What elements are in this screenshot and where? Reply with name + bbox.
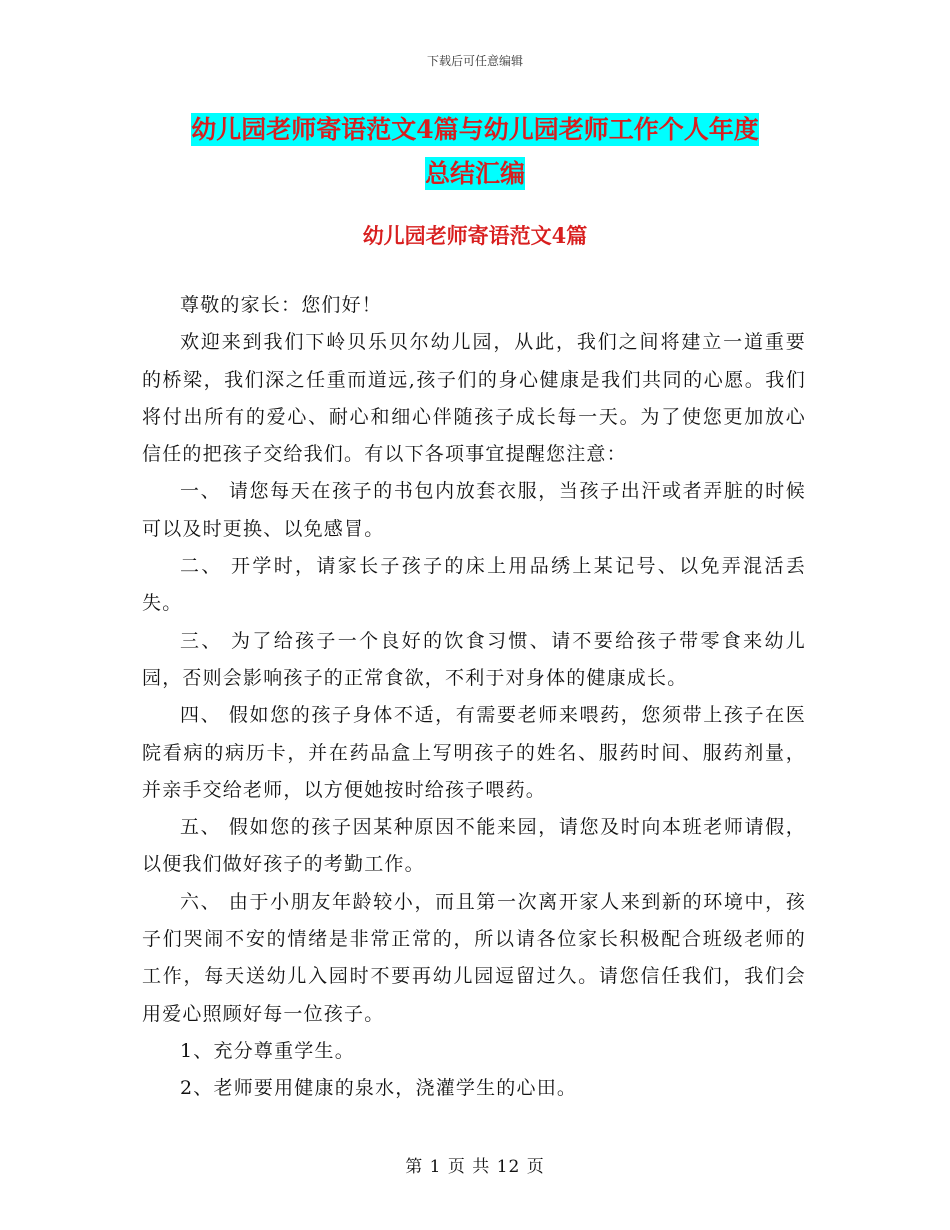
title-line-1: 幼儿园老师寄语范文4篇与幼儿园老师工作个人年度 — [191, 115, 759, 144]
header-note: 下载后可任意编辑 — [426, 54, 523, 68]
paragraph-item-2: 二、 开学时，请家长子孩子的床上用品绣上某记号、以免弄混活丢失。 — [142, 555, 806, 615]
paragraph-item-3: 三、 为了给孩子一个良好的饮食习惯、请不要给孩子带零食来幼儿园，否则会影响孩子的正常食欲，不利于对身体的健康成长。 — [142, 629, 806, 689]
paragraph-tip-2: 2、老师要用健康的泉水，浇灌学生的心田。 — [180, 1077, 578, 1100]
document-title — [140, 108, 810, 196]
paragraph-item-4: 四、 假如您的孩子身体不适，有需要老师来喂药，您须带上孩子在医院看病的病历卡，并在药品盒上写明孩子的姓名、服药时间、服药剂量，并亲手交给老师，以方便她按时给孩子喂药。 — [142, 704, 806, 801]
title-line-2: 总结汇编 — [424, 159, 525, 188]
document-body — [142, 287, 806, 1108]
paragraph-intro: 欢迎来到我们下岭贝乐贝尔幼儿园，从此，我们之间将建立一道重要的桥梁，我们深之任重而道远,孩子们的身心健康是我们共同的心愿。我们将付出所有的爱心、耐心和细心伴随孩子成长每一天。为了使您更加放心信任的把孩子交给我们。有以下各项事宜提醒您注意： — [142, 331, 806, 466]
paragraph-tip-1: 1、充分尊重学生。 — [180, 1039, 355, 1062]
paragraph-item-1: 一、 请您每天在孩子的书包内放套衣服，当孩子出汗或者弄脏的时候可以及时更换、以免感冒。 — [142, 480, 806, 540]
paragraph-item-5: 五、 假如您的孩子因某种原因不能来园，请您及时向本班老师请假，以便我们做好孩子的考勤工作。 — [142, 816, 806, 876]
section-title: 幼儿园老师寄语范文4篇 — [362, 223, 588, 248]
paragraph-item-6: 六、 由于小朋友年龄较小，而且第一次离开家人来到新的环境中，孩子们哭闹不安的情绪是非常正常的，所以请各位家长积极配合班级老师的工作，每天送幼儿入园时不要再幼儿园逗留过久。请您信任我们，我们会用爱心照顾好每一位孩子。 — [142, 890, 806, 1025]
paragraph-greeting: 尊敬的家长：您们好！ — [180, 294, 383, 316]
page-number-footer: 第 1 页 共 12 页 — [405, 1157, 545, 1177]
